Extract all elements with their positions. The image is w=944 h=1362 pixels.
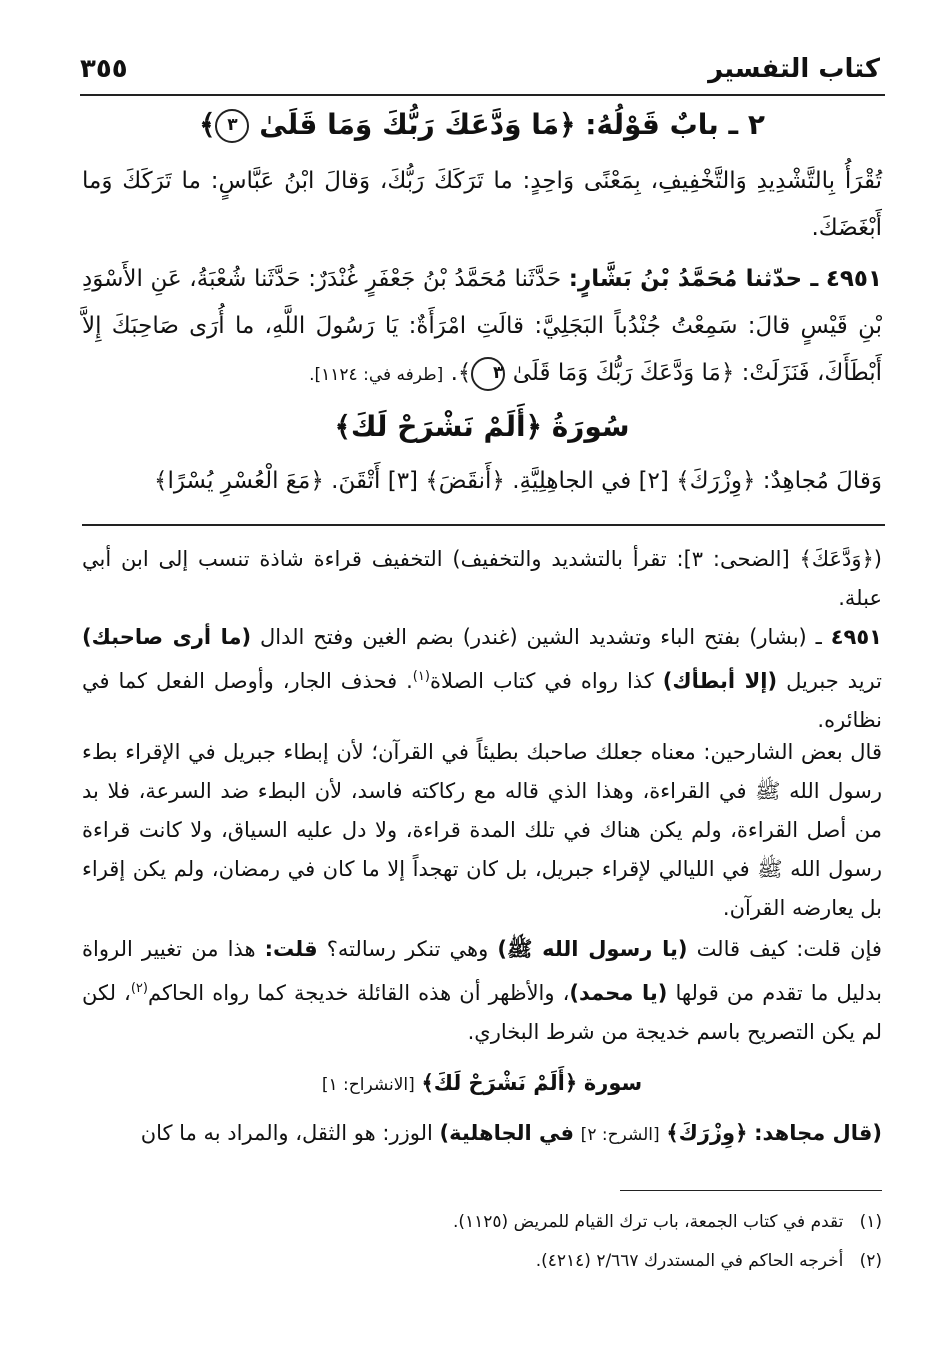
commentary-surah-heading [82, 1064, 882, 1105]
hadith-number: ٤٩٥١ [825, 266, 883, 292]
chapter-heading-bab [82, 108, 882, 143]
commentary-surah-label: سورة [583, 1071, 643, 1095]
commentary-p4-text-c: هذا من تغيير الرواة بدليل ما تقدم من قولها [82, 937, 882, 1005]
commentary-p2-text-c: كذا رواه في كتاب الصلاة [429, 669, 654, 693]
commentary-p5-quote-a: (قال مجاهد: [754, 1121, 882, 1145]
commentary-hadith-number: ٤٩٥١ [830, 625, 882, 649]
matn-paragraph-qiraa: تُقْرَأُ بِالتَّشْدِيدِ وَالتَّخْفِيفِ، بِمَعْنًى وَاحِدٍ: ما تَرَكَكَ رَبُّكَ، وَقالَ ابْنُ عَبَّاسٍ: ما تَرَكَكَ وَما أَبْغَضَكَ. [82, 168, 882, 241]
commentary-p2 [82, 618, 882, 740]
footnote-1 [82, 1205, 882, 1239]
chapter-heading-surah [82, 410, 882, 443]
hadith-verse-badge: ٣ [471, 357, 505, 391]
commentary-p5-text: الوزر: هو الثقل، والمراد به ما كان [140, 1121, 433, 1145]
commentary-p2-text-a: ـ (بشار) بفتح الباء وتشديد الشين (غندر) بضم الغين وفتح الدال [260, 625, 822, 649]
commentary-p4-text-d: ، والأظهر أن هذه القائلة خديجة كما رواه الحاكم [147, 981, 570, 1005]
commentary-p5-verse: ﴿وِزْرَكَ﴾ [666, 1121, 748, 1145]
page-number: ٣٥٥ [80, 54, 128, 84]
commentary-p5-ref: [الشرح: ٢] [580, 1125, 660, 1145]
hadith-paragraph [82, 256, 882, 399]
footnote-2-number: (٢) [859, 1251, 882, 1271]
commentary-p4-text-b: وهي تنكر رسالته؟ [326, 937, 489, 961]
commentary-p4-qult: قلت: [264, 937, 318, 961]
commentary-surah-ref: [الانشراح: ١] [321, 1075, 415, 1095]
bab-label: ٢ ـ بابٌ قَوْلُهُ: [585, 108, 765, 141]
commentary-p5 [82, 1114, 882, 1155]
surah-label: سُورَةُ [551, 410, 630, 443]
hadith-verse-close: ﴾. [450, 360, 472, 386]
verse-number-badge: ٣ [215, 109, 249, 143]
footnote-rule [620, 1190, 882, 1191]
footnote-2-text: أخرجه الحاكم في المستدرك ٢/٦٦٧ (٤٢١٤). [535, 1251, 844, 1271]
surah-verse: ﴿أَلَمْ نَشْرَحْ لَكَ﴾ [334, 410, 543, 443]
matn-paragraph-mujahid: وَقالَ مُجاهِدٌ: ﴿وِزْرَكَ﴾ [٢] في الجاهِلِيَّةِ. ﴿أَنقَضَ﴾ [٣] أَتْقَنَ. ﴿مَعَ الْعُسْرِ يُسْرًا﴾ [154, 468, 882, 494]
bab-verse-close: ﴾ [199, 108, 216, 141]
hadith-body: حَدَّثَنا مُحَمَّدُ بْنُ جَعْفَرٍ غُنْدَرٌ: حَدَّثَنا شُعْبَةُ، عَنِ الأَسْوَدِ بْنِ قَيْسٍ قالَ: سَمِعْتُ جُنْدُباً البَجَلِيَّ: قالَتِ امْرَأَةٌ: يَا رَسُولَ اللَّهِ، ما أُرَى صَاحِبَكَ إِلاَّ أَبْطَأَكَ، فَنَزَلَتْ: [82, 266, 882, 386]
hadith-verse: ﴿مَا وَدَّعَكَ رَبُّكَ وَمَا قَلَىٰ [512, 360, 735, 386]
commentary-p4-quote-a: (يا رسول الله ﷺ) [497, 937, 688, 961]
commentary-p2-quote-b: (إلا أبطأك) [662, 669, 778, 693]
commentary-p2-text-d: . فحذف الجار، وأوصل الفعل كما في نظائره. [82, 669, 882, 732]
commentary-p2-text-b: تريد جبريل [786, 669, 882, 693]
commentary-surah-verse: ﴿أَلَمْ نَشْرَحْ لَكَ﴾ [421, 1071, 578, 1095]
commentary-p4-text-e: ، لكن لم يكن التصريح باسم خديجة من شرط البخاري. [82, 981, 882, 1044]
commentary-p5-quote-b: في الجاهلية) [439, 1121, 574, 1145]
commentary-p2-quote-a: (ما أرى صاحبك) [82, 625, 252, 649]
hadith-cross-ref: [طرفه في: ١١٢٤]. [309, 365, 444, 385]
running-header [80, 50, 880, 90]
commentary-p4 [82, 930, 882, 1052]
footnote-1-number: (١) [859, 1212, 882, 1232]
book-title: كتاب التفسير [708, 54, 880, 84]
footnote-2 [82, 1244, 882, 1278]
commentary-p1: (﴿وَدَّعَكَ﴾ [الضحى: ٣]: تقرأ بالتشديد والتخفيف) التخفيف قراءة شاذة تنسب إلى ابن أبي عبلة. [82, 547, 882, 610]
footnote-marker-2: (٢) [130, 981, 148, 996]
commentary-p4-quote-b: (يا محمد) [569, 981, 668, 1005]
matn-commentary-rule [82, 524, 885, 526]
footnote-1-text: تقدم في كتاب الجمعة، باب ترك القيام للمريض (١١٢٥). [452, 1212, 844, 1232]
commentary-p3: قال بعض الشارحين: معناه جعلك صاحبك بطيئاً في القرآن؛ لأن إبطاء جبريل في الإقراء بطء رسول الله ﷺ في القراءة، وهذا الذي قاله مع ركاكته فاسد، لأن البطء ضد السرعة، فلا بد من أصل القراءة، ولم يكن هناك في تلك المدة قراءة، ولا دل عليه السياق، ولا كانت قراءة رسول الله ﷺ في الليالي لإقراء جبريل، بل كان تهجداً إلا ما كان في رمضان، ولم يكن إقراء بل يعارضه القرآن. [82, 740, 882, 920]
footnote-marker-1: (١) [412, 669, 430, 684]
bab-verse: ﴿مَا وَدَّعَكَ رَبُّكَ وَمَا قَلَىٰ [259, 108, 576, 141]
commentary-p4-text-a: فإن قلت: كيف قالت [696, 937, 882, 961]
hadith-lead: ـ حدّثنا مُحَمَّدُ بْنُ بَشَّارٍ: [568, 266, 819, 292]
header-rule [80, 94, 885, 96]
